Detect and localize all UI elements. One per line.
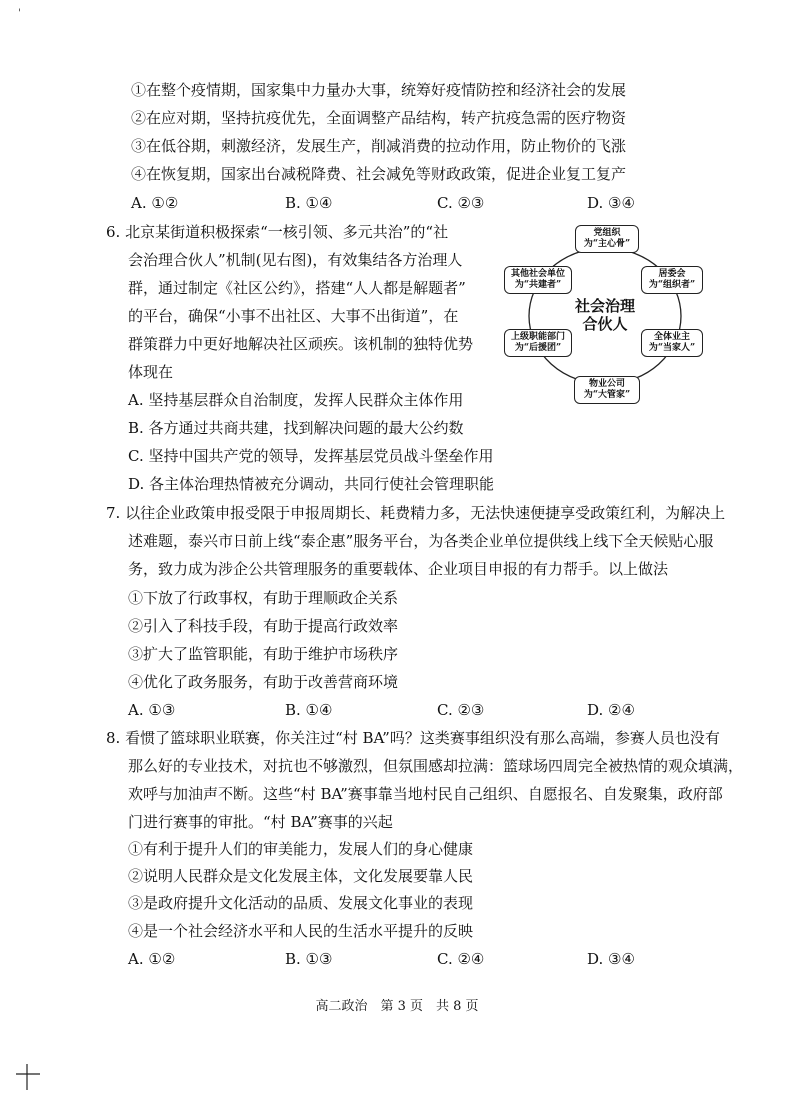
diagram-node-other-units bbox=[504, 266, 572, 294]
diagram-center bbox=[560, 297, 650, 333]
q8-stem-3: 欢呼与加油声不断。这些“村 BA”赛事靠当地村民自己组织、自愿报名、自发聚集，政府部 bbox=[128, 785, 723, 803]
diagram-node-party bbox=[575, 225, 639, 253]
q7-stem-3: 务，致力成为涉企公共管理服务的重要载体、企业项目申报的有力帮手。以上做法 bbox=[128, 560, 669, 578]
top-item-4: ④在恢复期，国家出台减税降费、社会减免等财政政策，促进企业复工复产 bbox=[131, 165, 627, 183]
node-role: 为“当家人” bbox=[648, 343, 696, 353]
registration-mark-icon bbox=[12, 1062, 42, 1098]
top-option-c: C. ②③ bbox=[437, 194, 485, 212]
q8-item-2: ②说明人民群众是文化发展主体，文化发展要靠人民 bbox=[128, 867, 474, 885]
q7-option-a: A. ①③ bbox=[128, 701, 176, 719]
node-title: 上级职能部门 bbox=[510, 332, 565, 342]
q6-stem-3: 群，通过制定《社区公约》，搭建“人人都是解题者” bbox=[128, 279, 466, 297]
top-item-3: ③在低谷期，刺激经济，发展生产，削减消费的拉动作用，防止物价的飞涨 bbox=[131, 137, 627, 155]
q6-option-b: B. 各方通过共商共建，找到解决问题的最大公约数 bbox=[128, 419, 464, 437]
q6-stem-1: 6. 北京某街道积极探索“一核引领、多元共治”的“社 bbox=[106, 223, 449, 241]
q6-option-c: C. 坚持中国共产党的领导，发挥基层党员战斗堡垒作用 bbox=[128, 447, 494, 465]
q8-item-3: ③是政府提升文化活动的品质、发展文化事业的表现 bbox=[128, 894, 474, 912]
node-title: 居委会 bbox=[658, 269, 686, 279]
diagram-center-line-2: 合伙人 bbox=[582, 315, 628, 333]
diagram-node-owners bbox=[641, 329, 703, 357]
top-option-b: B. ①④ bbox=[285, 194, 333, 212]
top-option-d: D. ③④ bbox=[587, 194, 635, 212]
q6-stem-4: 的平台，确保“小事不出社区、大事不出街道”，在 bbox=[128, 307, 459, 325]
node-role: 为“组织者” bbox=[648, 280, 696, 290]
node-role: 为“后援团” bbox=[514, 343, 562, 353]
q8-item-1: ①有利于提升人们的审美能力，发展人们的身心健康 bbox=[128, 840, 474, 858]
q8-option-b: B. ①③ bbox=[285, 950, 333, 968]
crosshair-icon bbox=[12, 1062, 42, 1092]
page-footer: 高二政治 第 3 页 共 8 页 bbox=[315, 999, 479, 1014]
q6-stem-5: 群策群力中更好地解决社区顽疾。该机制的独特优势 bbox=[128, 335, 474, 353]
q7-stem-1: 7. 以往企业政策申报受限于申报周期长、耗费精力多，无法快速便捷享受政策红利，为解决上 bbox=[106, 504, 726, 522]
q6-stem-2: 会治理合伙人”机制(见右图)，有效集结各方治理人 bbox=[128, 251, 463, 269]
q6-stem-6: 体现在 bbox=[128, 363, 174, 381]
q8-item-4: ④是一个社会经济水平和人民的生活水平提升的反映 bbox=[128, 922, 474, 940]
q7-option-b: B. ①④ bbox=[285, 701, 333, 719]
diagram-center-line-1: 社会治理 bbox=[574, 297, 635, 315]
q7-item-1: ①下放了行政事权，有助于理顺政企关系 bbox=[128, 589, 399, 607]
q8-stem-4: 门进行赛事的审批。“村 BA”赛事的兴起 bbox=[128, 813, 393, 831]
q6-option-a: A. 坚持基层群众自治制度，发挥人民群众主体作用 bbox=[128, 391, 464, 409]
q8-option-d: D. ③④ bbox=[587, 950, 635, 968]
node-title: 物业公司 bbox=[588, 379, 625, 389]
q7-option-d: D. ②④ bbox=[587, 701, 635, 719]
q8-option-c: C. ②④ bbox=[437, 950, 485, 968]
corner-dot: ' bbox=[18, 8, 21, 19]
top-item-2: ②在应对期，坚持抗疫优先，全面调整产品结构，转产抗疫急需的医疗物资 bbox=[131, 109, 627, 127]
q7-option-c: C. ②③ bbox=[437, 701, 485, 719]
q8-stem-2: 那么好的专业技术，对抗也不够激烈，但氛围感却拉满：篮球场四周完全被热情的观众填满， bbox=[128, 757, 744, 775]
q7-item-2: ②引入了科技手段，有助于提高行政效率 bbox=[128, 617, 399, 635]
node-title: 其他社会单位 bbox=[510, 269, 565, 279]
q7-stem-2: 述难题，泰兴市日前上线“泰企惠”服务平台，为各类企业单位提供线上线下全天候贴心服 bbox=[128, 532, 714, 550]
node-title: 全体业主 bbox=[653, 332, 690, 342]
governance-diagram bbox=[498, 221, 708, 411]
node-role: 为“主心骨” bbox=[583, 239, 631, 249]
node-role: 为“共建者” bbox=[514, 280, 562, 290]
q8-stem-1: 8. 看惯了篮球职业联赛，你关注过“村 BA”吗？这类赛事组织没有那么高端，参赛人员也没有 bbox=[106, 729, 720, 747]
q7-item-4: ④优化了政务服务，有助于改善营商环境 bbox=[128, 673, 399, 691]
q6-option-d: D. 各主体治理热情被充分调动，共同行使社会管理职能 bbox=[128, 475, 495, 493]
top-option-a: A. ①② bbox=[131, 194, 179, 212]
diagram-node-committee bbox=[641, 266, 703, 294]
q7-item-3: ③扩大了监管职能，有助于维护市场秩序 bbox=[128, 645, 399, 663]
top-item-1: ①在整个疫情期，国家集中力量办大事，统筹好疫情防控和经济社会的发展 bbox=[131, 81, 627, 99]
node-role: 为“大管家” bbox=[583, 390, 631, 400]
diagram-node-property bbox=[574, 376, 640, 404]
node-title: 党组织 bbox=[593, 228, 621, 238]
q8-option-a: A. ①② bbox=[128, 950, 176, 968]
diagram-node-departments bbox=[504, 329, 572, 357]
